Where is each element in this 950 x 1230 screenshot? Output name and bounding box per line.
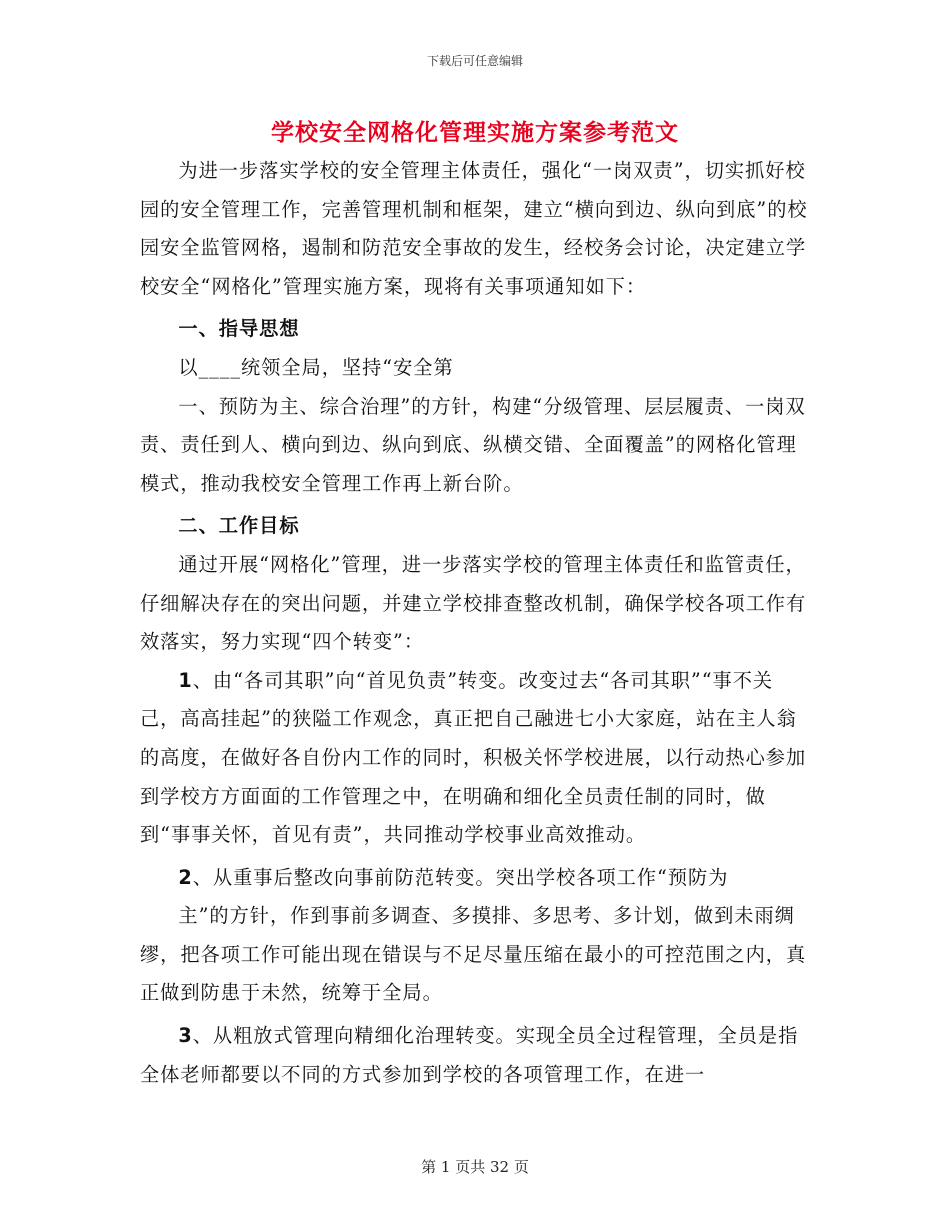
page-header: 下载后可任意编辑	[426, 54, 523, 68]
guiding-ideology-paragraph: 一、预防为主、综合治理”的方针，构建“分级管理、层层履责、一岗双责、责任到人、横向到边、纵向到底、纵横交错、全面覆盖”的网格化管理模式，推动我校安全管理工作再上新台阶。	[140, 394, 806, 495]
goal-item-3	[140, 1017, 810, 1094]
work-goals-paragraph: 通过开展“网格化”管理，进一步落实学校的管理主体责任和监管责任，仔细解决存在的突出问题，并建立学校排查整改机制，确保学校各项工作有效落实，努力实现“四个转变”：	[140, 552, 807, 654]
page-footer: 第 1 页共 32 页	[421, 1158, 529, 1176]
goal-item-2-text: 、从重事后整改向事前防范转变。突出学校各项工作“预防为	[192, 865, 729, 889]
document-title: 学校安全网格化管理实施方案参考范文	[271, 119, 679, 146]
goal-item-1	[140, 662, 810, 855]
guiding-ideology-line: 以____统领全局，坚持“安全第	[178, 355, 454, 379]
goal-item-1-number: 1	[178, 668, 193, 692]
goal-item-1-text: 、由“各司其职”向“首见负责”转变。改变过去“各司其职”“事不关己，高高挂起”的狭隘工作观念，真正把自己融进七小大家庭，站在主人翁的高度，在做好各自份内工作的同时，积极关怀学校进展，以行动热心参加到学校方方面面的工作管理之中，在明确和细化全员责任制的同时，做到“事事关怀，首见有责”，共同推动学校事业高效推动。	[140, 668, 807, 847]
goal-item-3-text: 、从粗放式管理向精细化治理转变。实现全员全过程管理，全员是指全体老师都要以不同的方式参加到学校的各项管理工作，在进一	[140, 1024, 799, 1086]
section-heading-guiding-ideology: 一、指导思想	[178, 317, 300, 341]
document-body	[140, 152, 810, 1094]
goal-item-2-number: 2	[178, 865, 193, 889]
section-heading-work-goals: 二、工作目标	[178, 514, 300, 538]
goal-item-2-continuation: 主”的方针，作到事前多调查、多摸排、多思考、多计划，做到未雨绸缪，把各项工作可能出现在错误与不足尽量压缩在最小的可控范围之内，真正做到防患于未然，统筹于全局。	[140, 904, 807, 1005]
goal-item-2	[140, 859, 810, 898]
goal-item-3-number: 3	[178, 1024, 193, 1048]
intro-paragraph: 为进一步落实学校的安全管理主体责任，强化“一岗双责”，切实抓好校园的安全管理工作，完善管理机制和框架，建立“横向到边、纵向到底”的校园安全监管网格，遏制和防范安全事故的发生，经校务会讨论，决定建立学校安全“网格化”管理实施方案，现将有关事项通知如下：	[140, 159, 808, 298]
